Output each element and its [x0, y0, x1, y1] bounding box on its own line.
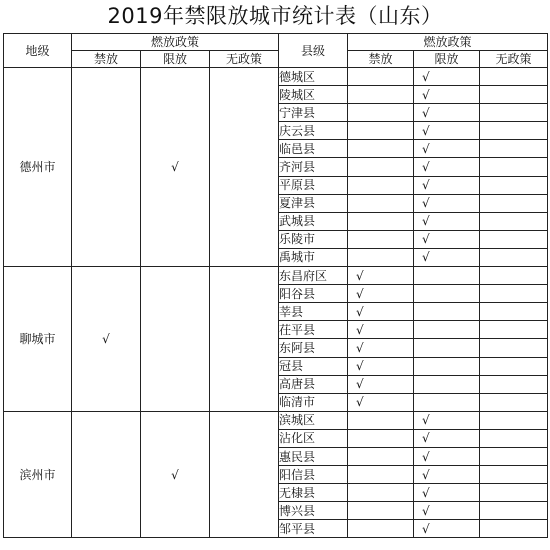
- county-no-policy-cell: [480, 502, 548, 520]
- check-mark: √: [171, 467, 179, 482]
- city-name: 滨州市: [4, 411, 72, 538]
- county-ban-cell: [348, 176, 414, 194]
- county-name: 邹平县: [279, 520, 348, 538]
- county-no-policy-cell: [480, 357, 548, 375]
- county-no-policy-cell: [480, 411, 548, 429]
- check-mark: √: [422, 214, 430, 229]
- county-limit-cell: [414, 447, 480, 465]
- county-ban-cell: [348, 484, 414, 502]
- county-name: 武城县: [279, 212, 348, 230]
- header-city-policy-group: 燃放政策: [72, 34, 279, 51]
- county-limit-cell: [414, 466, 480, 484]
- county-limit-cell: [414, 230, 480, 248]
- county-ban-cell: [348, 68, 414, 86]
- county-ban-cell: [348, 466, 414, 484]
- check-mark: √: [356, 340, 364, 355]
- city-name: 聊城市: [4, 267, 72, 412]
- county-no-policy-cell: [480, 375, 548, 393]
- county-limit-cell: [414, 68, 480, 86]
- check-mark: √: [356, 377, 364, 392]
- county-no-policy-cell: [480, 339, 548, 357]
- county-limit-cell: [414, 122, 480, 140]
- county-no-policy-cell: [480, 104, 548, 122]
- city-limit-cell: [141, 68, 210, 267]
- city-limit-cell: [141, 411, 210, 538]
- table-row: [4, 411, 548, 429]
- county-name: 德城区: [279, 68, 348, 86]
- county-no-policy-cell: [480, 122, 548, 140]
- county-no-policy-cell: [480, 158, 548, 176]
- county-name: 茌平县: [279, 321, 348, 339]
- county-no-policy-cell: [480, 86, 548, 104]
- check-mark: √: [171, 160, 179, 175]
- county-no-policy-cell: [480, 520, 548, 538]
- county-ban-cell: [348, 429, 414, 447]
- county-limit-cell: [414, 484, 480, 502]
- county-no-policy-cell: [480, 230, 548, 248]
- check-mark: √: [422, 431, 430, 446]
- header-row-2: [4, 51, 548, 68]
- city-limit-cell: [141, 267, 210, 412]
- county-limit-cell: [414, 285, 480, 303]
- county-limit-cell: [414, 248, 480, 266]
- county-ban-cell: [348, 447, 414, 465]
- city-ban-cell: [72, 68, 141, 267]
- header-city-ban: 禁放: [72, 51, 141, 68]
- county-no-policy-cell: [480, 393, 548, 411]
- county-no-policy-cell: [480, 68, 548, 86]
- header-row-1: [4, 34, 548, 51]
- county-name: 东昌府区: [279, 267, 348, 285]
- county-no-policy-cell: [480, 466, 548, 484]
- header-city-limit: 限放: [141, 51, 210, 68]
- county-name: 无棣县: [279, 484, 348, 502]
- county-no-policy-cell: [480, 303, 548, 321]
- county-no-policy-cell: [480, 176, 548, 194]
- county-no-policy-cell: [480, 484, 548, 502]
- header-county-no-policy: 无政策: [480, 51, 548, 68]
- check-mark: √: [102, 331, 110, 346]
- city-name: 德州市: [4, 68, 72, 267]
- city-ban-cell: [72, 411, 141, 538]
- county-no-policy-cell: [480, 194, 548, 212]
- city-no-policy-cell: [210, 68, 279, 267]
- county-name: 宁津县: [279, 104, 348, 122]
- check-mark: √: [422, 69, 430, 84]
- county-name: 齐河县: [279, 158, 348, 176]
- county-name: 平原县: [279, 176, 348, 194]
- header-city-no-policy: 无政策: [210, 51, 279, 68]
- county-ban-cell: [348, 104, 414, 122]
- county-name: 东阿县: [279, 339, 348, 357]
- county-limit-cell: [414, 411, 480, 429]
- county-ban-cell: [348, 248, 414, 266]
- county-name: 阳信县: [279, 466, 348, 484]
- check-mark: √: [422, 178, 430, 193]
- check-mark: √: [356, 395, 364, 410]
- county-no-policy-cell: [480, 429, 548, 447]
- county-limit-cell: [414, 520, 480, 538]
- check-mark: √: [422, 413, 430, 428]
- county-name: 滨城区: [279, 411, 348, 429]
- check-mark: √: [356, 286, 364, 301]
- county-ban-cell: [348, 411, 414, 429]
- check-mark: √: [422, 232, 430, 247]
- check-mark: √: [422, 160, 430, 175]
- county-ban-cell: [348, 303, 414, 321]
- county-limit-cell: [414, 429, 480, 447]
- policy-table: [3, 33, 548, 538]
- county-ban-cell: [348, 86, 414, 104]
- county-name: 临邑县: [279, 140, 348, 158]
- check-mark: √: [356, 322, 364, 337]
- county-limit-cell: [414, 212, 480, 230]
- check-mark: √: [422, 503, 430, 518]
- county-no-policy-cell: [480, 248, 548, 266]
- county-name: 阳谷县: [279, 285, 348, 303]
- county-ban-cell: [348, 158, 414, 176]
- header-county-level: 县级: [279, 34, 348, 68]
- city-no-policy-cell: [210, 411, 279, 538]
- county-limit-cell: [414, 375, 480, 393]
- county-no-policy-cell: [480, 140, 548, 158]
- table-row: [4, 68, 548, 86]
- table-row: [4, 267, 548, 285]
- county-name: 沾化区: [279, 429, 348, 447]
- county-no-policy-cell: [480, 267, 548, 285]
- county-ban-cell: [348, 122, 414, 140]
- check-mark: √: [356, 359, 364, 374]
- header-city-level: 地级: [4, 34, 72, 68]
- county-name: 惠民县: [279, 447, 348, 465]
- check-mark: √: [356, 268, 364, 283]
- check-mark: √: [422, 123, 430, 138]
- county-ban-cell: [348, 230, 414, 248]
- county-no-policy-cell: [480, 447, 548, 465]
- county-limit-cell: [414, 140, 480, 158]
- county-name: 莘县: [279, 303, 348, 321]
- county-limit-cell: [414, 194, 480, 212]
- county-ban-cell: [348, 194, 414, 212]
- county-ban-cell: [348, 520, 414, 538]
- county-ban-cell: [348, 375, 414, 393]
- county-ban-cell: [348, 393, 414, 411]
- check-mark: √: [422, 467, 430, 482]
- check-mark: √: [422, 105, 430, 120]
- table-body: [4, 34, 548, 538]
- county-name: 冠县: [279, 357, 348, 375]
- county-limit-cell: [414, 86, 480, 104]
- county-ban-cell: [348, 140, 414, 158]
- check-mark: √: [422, 87, 430, 102]
- county-limit-cell: [414, 158, 480, 176]
- county-limit-cell: [414, 321, 480, 339]
- county-no-policy-cell: [480, 321, 548, 339]
- county-ban-cell: [348, 502, 414, 520]
- county-no-policy-cell: [480, 285, 548, 303]
- county-name: 高唐县: [279, 375, 348, 393]
- county-no-policy-cell: [480, 212, 548, 230]
- county-name: 夏津县: [279, 194, 348, 212]
- check-mark: √: [422, 485, 430, 500]
- county-limit-cell: [414, 357, 480, 375]
- county-limit-cell: [414, 339, 480, 357]
- header-county-limit: 限放: [414, 51, 480, 68]
- county-name: 陵城区: [279, 86, 348, 104]
- check-mark: √: [422, 521, 430, 536]
- county-ban-cell: [348, 339, 414, 357]
- county-name: 乐陵市: [279, 230, 348, 248]
- check-mark: √: [422, 250, 430, 265]
- check-mark: √: [422, 196, 430, 211]
- check-mark: √: [422, 141, 430, 156]
- page-title: 2019年禁限放城市统计表（山东）: [107, 4, 443, 28]
- county-limit-cell: [414, 393, 480, 411]
- county-name: 禹城市: [279, 248, 348, 266]
- check-mark: √: [422, 449, 430, 464]
- county-name: 临清市: [279, 393, 348, 411]
- city-no-policy-cell: [210, 267, 279, 412]
- county-ban-cell: [348, 357, 414, 375]
- county-limit-cell: [414, 176, 480, 194]
- county-limit-cell: [414, 104, 480, 122]
- county-ban-cell: [348, 321, 414, 339]
- county-ban-cell: [348, 212, 414, 230]
- county-limit-cell: [414, 267, 480, 285]
- county-ban-cell: [348, 267, 414, 285]
- county-limit-cell: [414, 303, 480, 321]
- county-name: 博兴县: [279, 502, 348, 520]
- county-limit-cell: [414, 502, 480, 520]
- county-ban-cell: [348, 285, 414, 303]
- city-ban-cell: [72, 267, 141, 412]
- header-county-policy-group: 燃放政策: [348, 34, 548, 51]
- county-name: 庆云县: [279, 122, 348, 140]
- check-mark: √: [356, 304, 364, 319]
- header-county-ban: 禁放: [348, 51, 414, 68]
